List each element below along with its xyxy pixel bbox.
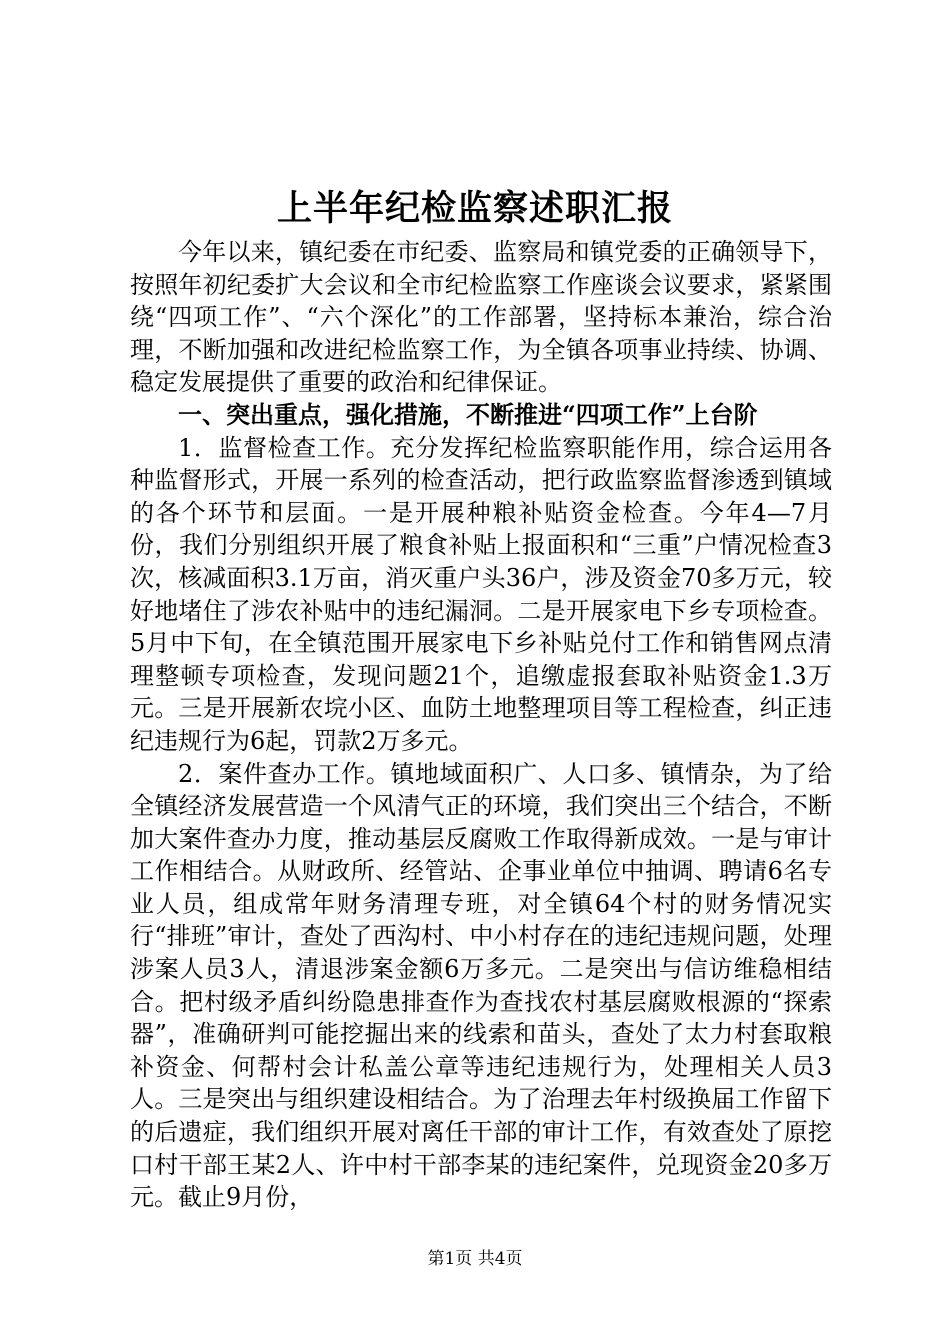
intro-paragraph: 今年以来，镇纪委在市纪委、监察局和镇党委的正确领导下，按照年初纪委扩大会议和全市纪检监察工作座谈会议要求，紧紧围绕“四项工作”、“六个深化”的工作部署，坚持标本兼治，综合治理，不断加强和改进纪检监察工作，为全镇各项事业持续、协调、稳定发展提供了重要的政治和纪律保证。 — [130, 238, 832, 397]
supervision-paragraph: 1．监督检查工作。充分发挥纪检监察职能作用，综合运用各种监督形式，开展一系列的检查活动，把行政监察监督渗透到镇域的各个环节和层面。一是开展种粮补贴资金检查。今年4—7月份，我们分别组织开展了粮食补贴上报面积和“三重”户情况检查3次，核减面积3.1万亩，消灭重户头36户，涉及资金70多万元，较好地堵住了涉农补贴中的违纪漏洞。二是开展家电下乡专项检查。5月中下旬，在全镇范围开展家电下乡补贴兑付工作和销售网点清理整顿专项检查，发现问题21个，追缴虚报套取补贴资金1.3万元。三是开展新农垸小区、血防土地整理项目等工程检查，纠正违纪违规行为6起，罚款2万多元。 — [130, 433, 832, 755]
section-heading: 一、突出重点，强化措施，不断推进“四项工作”上台阶 — [178, 399, 758, 429]
case-handling-paragraph: 2．案件查办工作。镇地域面积广、人口多、镇情杂，为了给全镇经济发展营造一个风清气正的环境，我们突出三个结合，不断加大案件查办力度，推动基层反腐败工作取得新成效。一是与审计工作相结合。从财政所、经管站、企事业单位中抽调、聘请6名专业人员，组成常年财务清理专班，对全镇64个村的财务情况实行“排班”审计，查处了西沟村、中小村存在的违纪违规问题，处理涉案人员3人，清退涉案金额6万多元。二是突出与信访维稳相结合。把村级矛盾纠纷隐患排查作为查找农村基层腐败根源的“探索器”，准确研判可能挖掘出来的线索和苗头，查处了太力村套取粮补资金、何帮村会计私盖公章等违纪违规行为，处理相关人员3人。三是突出与组织建设相结合。为了治理去年村级换届工作留下的后遗症，我们组织开展对离任干部的审计工作，有效查处了原挖口村干部王某2人、许中村干部李某的违纪案件，兑现资金20多万元。截止9月份， — [130, 759, 832, 1212]
document-body — [130, 236, 832, 1214]
page-footer: 第1页 共4页 — [427, 1249, 523, 1269]
document-title: 上半年纪检监察述职汇报 — [276, 188, 673, 229]
